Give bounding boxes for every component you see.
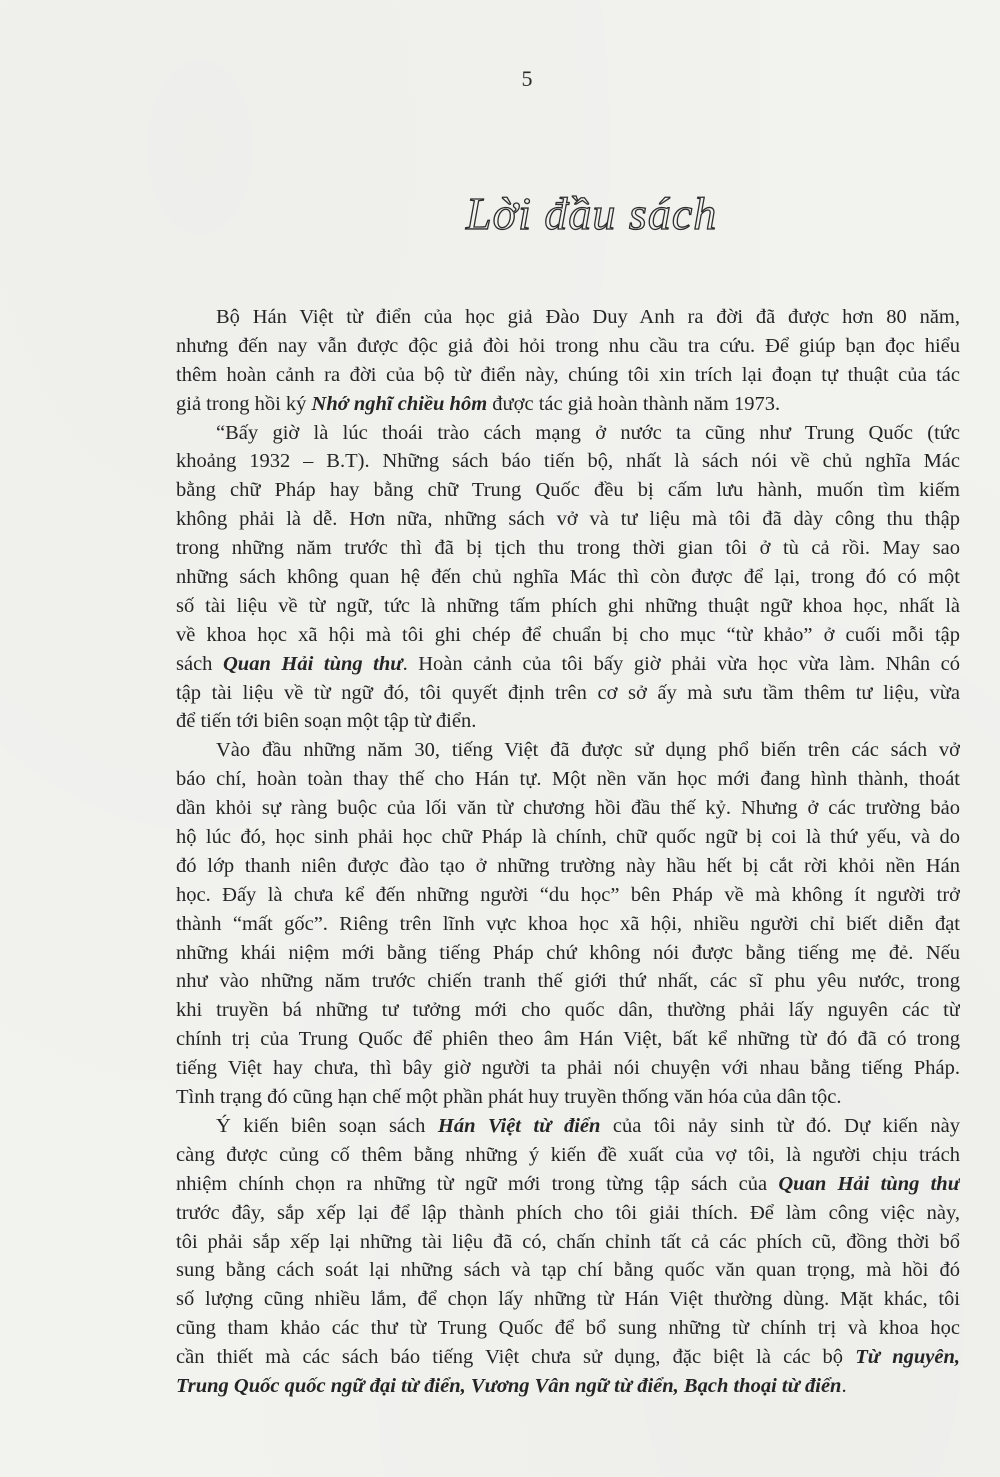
text-line — [176, 1199, 960, 1228]
text-line — [176, 505, 960, 534]
emphasized-title: Quan Hải tùng thư — [778, 1172, 960, 1195]
text-run: sung bằng cách soát lại những sách và tạp chí bằng quốc văn quan trọng, mà hồi đó — [176, 1259, 960, 1282]
text-run: thêm hoàn cảnh ra đời của bộ từ điển này, chúng tôi xin trích lại đoạn tự thuật của tác — [176, 363, 960, 386]
text-line — [176, 419, 960, 448]
text-run: Bộ Hán Việt từ điển của học giả Đào Duy Anh ra đời đã được hơn 80 năm, — [216, 306, 960, 328]
text-run: càng được củng cố thêm bằng những ý kiến đề xuất của vợ tôi, là người chịu trách — [176, 1143, 960, 1166]
text-run: trong những năm trước thì đã bị tịch thu trong thời gian tôi ở tù cả rồi. May sao — [176, 537, 960, 560]
text-line — [176, 967, 960, 996]
emphasized-title: Nhớ nghĩ chiều hôm — [311, 392, 488, 415]
body-text — [176, 303, 960, 1401]
paragraph-3 — [176, 736, 960, 1112]
text-run: số lượng cũng nhiều lắm, để chọn lấy những từ Hán Việt thường dùng. Mặt khác, tôi — [176, 1288, 960, 1311]
text-run: nhiệm chính chọn ra những từ ngữ mới trong từng tập sách của — [176, 1172, 779, 1195]
text-line — [176, 1112, 960, 1141]
text-line — [176, 361, 960, 390]
text-run: . — [841, 1374, 847, 1397]
text-line — [176, 1083, 960, 1112]
text-line — [176, 707, 960, 736]
text-run: của tôi nảy sinh từ đó. Dự kiến này — [600, 1114, 960, 1137]
paragraph-4 — [176, 1112, 960, 1401]
text-line — [176, 1314, 960, 1343]
text-line — [176, 1054, 960, 1083]
text-run: khi truyền bá những tư tưởng mới cho quốc dân, thường phải lấy nguyên các từ — [176, 999, 960, 1022]
text-run: Ý kiến biên soạn sách — [216, 1114, 438, 1137]
text-line — [176, 447, 960, 476]
text-run: những sách không quan hệ đến chủ nghĩa Mác thì còn được để lại, trong đó có một — [176, 566, 960, 589]
text-run: tôi phải sắp xếp lại những tài liệu đã có, chấn chỉnh tất cả các phích cũ, đồng thời bổ — [176, 1230, 960, 1253]
text-run: “Bấy giờ là lúc thoái trào cách mạng ở nước ta cũng như Trung Quốc (tức — [216, 421, 960, 444]
text-line — [176, 910, 960, 939]
text-run: sách — [176, 652, 223, 675]
text-line — [176, 736, 960, 765]
text-line — [176, 1256, 960, 1285]
text-run: chính trị của Trung Quốc để phiên theo âm Hán Việt, bất kể những từ đó đã có trong — [176, 1028, 960, 1051]
text-run: Tình trạng đó cũng hạn chế một phần phát huy truyền thống văn hóa của dân tộc. — [176, 1086, 842, 1109]
text-run: nhưng đến nay vẫn được độc giả đòi hỏi trong nhu cầu tra cứu. Để giúp bạn đọc hiểu — [176, 334, 960, 357]
text-run: cần thiết mà các sách báo tiếng Việt chưa sử dụng, đặc biệt là các bộ — [176, 1346, 856, 1369]
text-line — [176, 1285, 960, 1314]
text-run: đó lớp thanh niên được đào tạo ở những trường này hầu hết bị cắt rời khỏi nền Hán — [176, 854, 960, 877]
text-run: tiếng Việt hay chưa, thì bây giờ người ta phải nói chuyện với nhau bằng tiếng Pháp. — [176, 1057, 960, 1080]
text-line — [176, 592, 960, 621]
text-run: để tiến tới biên soạn một tập từ điển. — [176, 710, 477, 733]
text-run: về khoa học xã hội mà tôi ghi chép để chuẩn bị cho mục “từ khảo” ở cuối mỗi tập — [176, 623, 960, 646]
text-line — [176, 852, 960, 881]
text-line — [176, 534, 960, 563]
text-run: giả trong hồi ký — [176, 392, 312, 415]
text-line — [176, 679, 960, 708]
text-line — [176, 1228, 960, 1257]
text-run: được tác giả hoàn thành năm 1973. — [487, 392, 781, 415]
text-run: những khái niệm mới bằng tiếng Pháp chứ không nói được bằng tiếng mẹ đẻ. Nếu — [176, 941, 960, 964]
text-line — [176, 1372, 960, 1401]
text-run: dần khỏi sự ràng buộc của lối văn từ chương hồi đầu thế kỷ. Nhưng ở các trường bảo — [176, 797, 960, 820]
text-run: không phải là dễ. Hơn nữa, những sách vở và tư liệu mà tôi đã dày công thu thập — [176, 508, 960, 531]
text-run: học. Đấy là chưa kể đến những người “du học” bên Pháp về mà không ít người trở — [176, 883, 960, 906]
paragraph-1 — [176, 303, 960, 419]
text-run: thành “mất gốc”. Riêng trên lĩnh vực khoa học xã hội, nhiều người chỉ biết diễn đạt — [176, 912, 960, 935]
text-line — [176, 823, 960, 852]
text-run: như vào những năm trước chiến tranh thế giới thứ nhất, các sĩ phu yêu nước, trong — [176, 970, 960, 993]
text-run: bằng chữ Pháp hay bằng chữ Trung Quốc đều bị cấm lưu hành, muốn tìm kiếm — [176, 479, 960, 502]
page-number: 5 — [521, 66, 533, 91]
text-run: trước đây, sắp xếp lại để lập thành phích cho tôi giải thích. Để làm công việc này, — [176, 1201, 960, 1224]
text-line — [176, 996, 960, 1025]
text-line — [176, 1141, 960, 1170]
emphasized-title: Trung Quốc quốc ngữ đại từ điển, Vương Vân ngữ từ điển, Bạch thoại từ điển — [176, 1374, 842, 1397]
text-run: tập tài liệu về từ ngữ đó, tôi quyết định trên cơ sở ấy mà sưu tầm thêm tư liệu, vừa — [176, 681, 960, 704]
text-line — [176, 1170, 960, 1199]
text-line — [176, 390, 960, 419]
emphasized-title: Quan Hải tùng thư — [223, 652, 403, 675]
text-line — [176, 621, 960, 650]
emphasized-title: Từ nguyên, — [855, 1346, 960, 1369]
text-line — [176, 303, 960, 332]
paragraph-2 — [176, 419, 960, 737]
text-run: . Hoàn cảnh của tôi bấy giờ phải vừa học vừa làm. Nhân có — [402, 652, 960, 675]
text-line — [176, 650, 960, 679]
text-run: hộ lúc đó, học sinh phải học chữ Pháp là chính, chữ quốc ngữ bị coi là thứ yếu, và do — [176, 826, 960, 849]
text-run: Vào đầu những năm 30, tiếng Việt đã được sử dụng phổ biến trên các sách vở — [216, 739, 960, 762]
text-line — [176, 1343, 960, 1372]
text-line — [176, 476, 960, 505]
text-run: báo chí, hoàn toàn thay thế cho Hán tự. Một nền văn học mới đang hình thành, thoát — [176, 768, 960, 791]
text-line — [176, 765, 960, 794]
text-line — [176, 1025, 960, 1054]
chapter-title: Lời đầu sách — [466, 188, 718, 239]
text-run: khoảng 1932 – B.T). Những sách báo tiến bộ, nhất là sách nói về chủ nghĩa Mác — [176, 450, 960, 473]
text-line — [176, 881, 960, 910]
text-line — [176, 563, 960, 592]
text-line — [176, 794, 960, 823]
text-line — [176, 332, 960, 361]
text-run: số tài liệu về từ ngữ, tức là những tấm phích ghi những thuật ngữ khoa học, nhất là — [176, 594, 960, 617]
text-line — [176, 939, 960, 968]
text-run: cũng tham khảo các thư từ Trung Quốc để bổ sung những từ chính trị và khoa học — [176, 1317, 960, 1340]
emphasized-title: Hán Việt từ điển — [437, 1114, 601, 1137]
